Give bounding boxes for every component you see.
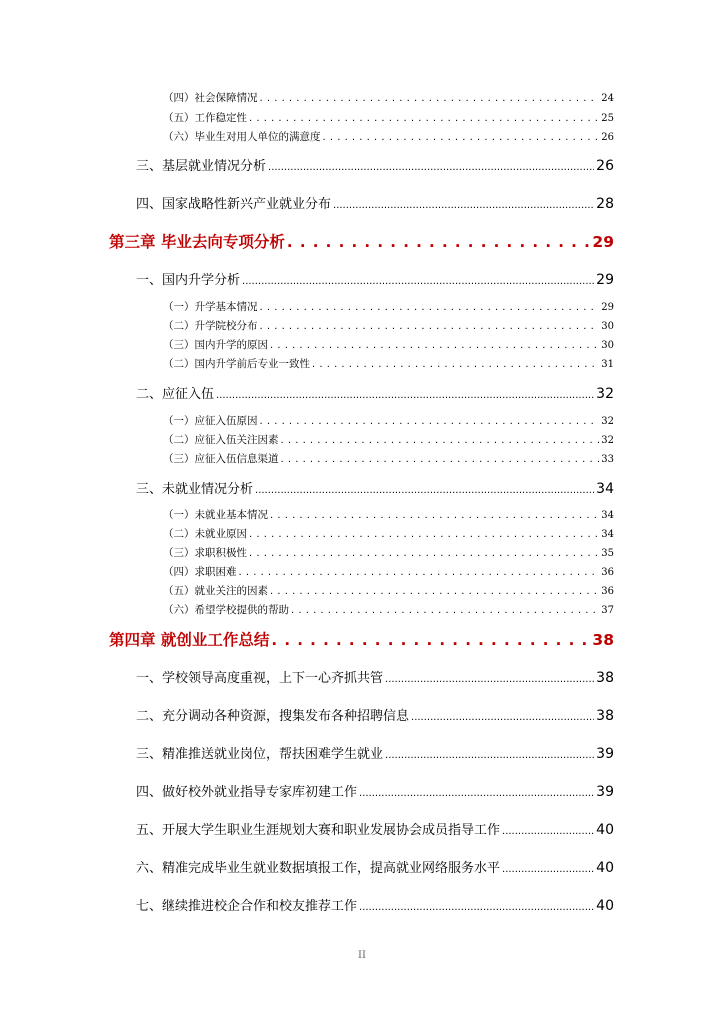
toc-entry-page: 28 [596,196,614,212]
toc-entry-title: （五）就业关注的因素 [163,585,268,597]
toc-entry-page: 39 [596,784,614,800]
toc-entry-title: 五、开展大学生职业生涯规划大赛和职业发展协会成员指导工作 [136,823,501,838]
toc-entry-page: 38 [596,708,614,724]
toc-entry-page: 26 [596,158,614,174]
toc-entry[interactable] [163,318,614,333]
toc-entry-page: 36 [601,586,614,597]
toc-entry-title: 第三章 毕业去向专项分析 [109,233,285,251]
toc-entry[interactable] [136,895,614,914]
toc-entry-title: 七、继续推进校企合作和校友推荐工作 [136,899,358,914]
toc-chapter-entry[interactable] [109,628,614,650]
toc-entry[interactable] [136,705,614,724]
toc-entry-page: 34 [601,529,614,540]
toc-entry-page: 39 [596,746,614,762]
toc-entry-page: 34 [596,481,614,497]
toc-entry[interactable] [163,583,614,598]
toc-entry[interactable] [136,383,614,402]
toc-entry-title: 四、做好校外就业指导专家库初建工作 [136,785,358,800]
toc-entry-title: 二、充分调动各种资源，搜集发布各种招聘信息 [136,709,410,724]
toc-leader-dots [260,320,600,332]
toc-entry[interactable] [136,478,614,497]
toc-leader-dots [281,453,600,465]
toc-leader-dots [249,528,599,540]
toc-entry-title: 四、国家战略性新兴产业就业分布 [136,197,332,212]
toc-entry-title: 六、精准完成毕业生就业数据填报工作，提高就业网络服务水平 [136,861,501,876]
toc-entry[interactable] [163,507,614,522]
toc-entry-page: 26 [601,132,614,143]
toc-entry-page: 31 [601,359,614,370]
toc-entry[interactable] [163,90,614,105]
toc-entry-title: （五）工作稳定性 [163,112,247,124]
toc-entry[interactable] [163,299,614,314]
toc-entry[interactable] [163,526,614,541]
toc-leader-dots [260,92,600,104]
toc-leader-dots [333,197,594,212]
toc-leader-dots [270,585,599,597]
toc-leader-dots [502,823,594,838]
toc-leader-dots [323,131,600,143]
toc-entry[interactable] [136,857,614,876]
toc-leader-dots [260,415,600,427]
toc-entry-title: （六）希望学校提供的帮助 [163,604,289,616]
toc-leader-dots [411,709,594,724]
toc-entry[interactable] [163,337,614,352]
toc-entry-page: 25 [601,113,614,124]
toc-leader-dots [385,747,594,762]
toc-entry[interactable] [163,356,614,371]
toc-entry-title: （三）国内升学的原因 [163,339,268,351]
toc-entry-page: 32 [596,386,614,402]
toc-leader-dots [287,233,591,251]
toc-entry-page: 32 [601,416,614,427]
toc-entry-title: 三、基层就业情况分析 [136,159,267,174]
toc-entry-page: 40 [596,822,614,838]
toc-entry-page: 38 [592,631,614,649]
toc-entry-page: 29 [601,302,614,313]
toc-entry[interactable] [163,545,614,560]
toc-entry-page: 38 [596,670,614,686]
toc-entry-title: 三、未就业情况分析 [136,482,254,497]
toc-entry-title: 一、国内升学分析 [136,273,241,288]
toc-entry-title: （三）求职积极性 [163,547,247,559]
toc-entry[interactable] [136,819,614,838]
toc-entry-title: 三、精准推送就业岗位，帮扶困难学生就业 [136,747,384,762]
toc-leader-dots [271,631,590,649]
toc-entry[interactable] [136,193,614,212]
toc-entry-page: 40 [596,898,614,914]
toc-entry-page: 35 [601,548,614,559]
toc-leader-dots [268,159,594,174]
toc-entry-title: （三）应征入伍信息渠道 [163,453,279,465]
toc-entry-title: （一）应征入伍原因 [163,415,258,427]
toc-entry-title: （六）毕业生对用人单位的满意度 [163,131,321,143]
toc-entry-page: 29 [592,233,614,251]
toc-leader-dots [270,339,599,351]
toc-entry[interactable] [163,129,614,144]
toc-entry-title: （一）未就业基本情况 [163,509,268,521]
toc-entry[interactable] [163,564,614,579]
toc-entry-page: 30 [601,321,614,332]
toc-entry-title: （二）应征入伍关注因素 [163,434,279,446]
toc-entry[interactable] [163,602,614,617]
toc-entry-page: 24 [601,93,614,104]
toc-entry-title: （一）升学基本情况 [163,301,258,313]
toc-entry-page: 29 [596,272,614,288]
toc-leader-dots [291,604,599,616]
toc-entry-page: 40 [596,860,614,876]
toc-entry-title: （二）未就业原因 [163,528,247,540]
toc-leader-dots [312,358,599,370]
toc-chapter-entry[interactable] [109,230,614,252]
toc-leader-dots [270,509,599,521]
toc-leader-dots [249,547,599,559]
toc-entry-page: 34 [601,510,614,521]
toc-leader-dots [260,301,600,313]
toc-entry-page: 36 [601,567,614,578]
toc-entry[interactable] [163,110,614,125]
toc-entry-title: 二、应征入伍 [136,387,215,402]
toc-entry[interactable] [163,432,614,447]
toc-entry[interactable] [163,451,614,466]
toc-leader-dots [242,273,594,288]
toc-leader-dots [385,671,594,686]
toc-leader-dots [281,434,600,446]
toc-entry-page: 30 [601,340,614,351]
toc-entry-page: 37 [601,605,614,616]
toc-entry-title: （二）国内升学前后专业一致性 [163,358,310,370]
toc-entry[interactable] [136,269,614,288]
toc-entry-page: 32 [601,435,614,446]
toc-entry-page: 33 [601,454,614,465]
toc-entry[interactable] [136,781,614,800]
toc-entry-title: （二）升学院校分布 [163,320,258,332]
toc-entry-title: （四）社会保障情况 [163,92,258,104]
toc-entry[interactable] [136,667,614,686]
toc-entry[interactable] [136,155,614,174]
toc-entry[interactable] [136,743,614,762]
toc-leader-dots [239,566,600,578]
toc-leader-dots [502,861,594,876]
toc-entry-title: （四）求职困难 [163,566,237,578]
toc-leader-dots [359,785,594,800]
page-number: II [358,950,366,961]
toc-leader-dots [359,899,594,914]
toc-leader-dots [216,387,594,402]
toc-leader-dots [255,482,594,497]
toc-leader-dots [249,112,599,124]
toc-entry-title: 第四章 就创业工作总结 [109,631,270,649]
toc-entry[interactable] [163,413,614,428]
toc-entry-title: 一、学校领导高度重视，上下一心齐抓共管 [136,671,384,686]
